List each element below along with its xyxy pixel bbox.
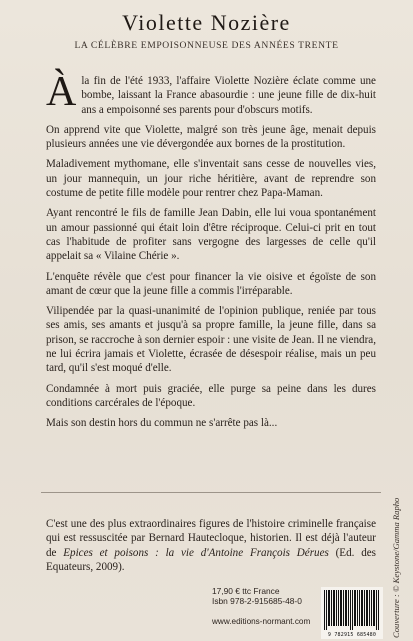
blurb-paragraph: On apprend vite que Violette, malgré son très jeune âge, menait depuis plusieurs années une vie dévergondée aux bornes de la prostitution. [46,123,376,151]
book-title: Violette Nozière [122,10,291,35]
barcode [321,587,383,639]
author-previous-book-title: Epices et poisons : la vie d'Antoine François Dérues [63,546,329,559]
divider [41,492,381,493]
blurb-paragraph: Maladivement mythomane, elle s'inventait sans cesse de nouvelles vies, un jour mannequin, un jour riche héritière, avant de reprendre son costume de petite fille modèle pour rentrer chez Papa-Maman. [46,158,376,200]
barcode-bars [321,587,383,631]
blurb-paragraph: Condamnée à mort puis graciée, elle purge sa peine dans les dures conditions carcérales de l'époque. [46,382,376,409]
isbn: Isbn 978-2-915685-48-0 [212,596,302,607]
blurb-body [46,69,376,437]
blurb-paragraph: Ayant rencontré le fils de famille Jean Dabin, elle lui voua spontanément un amour passionné qui était loin d'être réciproque. Celui-ci prit en tout cas l'habitude de profiter sans vergogne des largesses de celle qu'il appelait sa « Vilaine Chérie ». [46,207,376,263]
blurb-paragraph-text: la fin de l'été 1933, l'affaire Violette Nozière éclate comme une bombe, laissant la France abasourdie : une jeune fille de dix-huit ans a empoisonné ses parents pour d'obscurs motifs. [81,75,376,116]
photo-credit: Couverture : © Keystone/Gamma Rapho [391,497,401,638]
author-blurb-text-end: (Ed. des Equateurs, 2009). [46,546,376,573]
book-subtitle: LA CÉLÈBRE EMPOISONNEUSE DES ANNÉES TRENTE [74,40,339,51]
blurb-paragraph: Vilipendée par la quasi-unanimité de l'opinion publique, reniée par tous ses amis, ses amants et jusqu'à sa propre famille, la jeune fille, dans sa prison, se raccroche à son dernier espoir : une visite de Jean. Il ne viendra, ne lui écrira jamais et Violette, écrasée de désespoir réalise, mais un peu tard, qu'il s'est moqué d'elle. [46,305,376,375]
publisher-website: www.editions-normant.com [212,617,311,626]
blurb-paragraph: Mais son destin hors du commun ne s'arrête pas là... [46,417,278,430]
drop-cap: À [46,69,77,115]
author-blurb [46,517,376,574]
author-blurb-text: C'est une des plus extraordinaires figures de l'histoire criminelle française qui est ressuscitée par Bernard Hautecloque, historien. Il est déjà l'auteur de [46,518,376,559]
blurb-paragraph: L'enquête révèle que c'est pour financer la vie oisive et égoïste de son amant de cœur que la jeune fille a commis l'irréparable. [46,270,376,297]
blurb-paragraph [46,69,376,117]
price: 17,90 € ttc France [212,586,280,596]
barcode-number: 9 782915 685480 [327,632,377,638]
